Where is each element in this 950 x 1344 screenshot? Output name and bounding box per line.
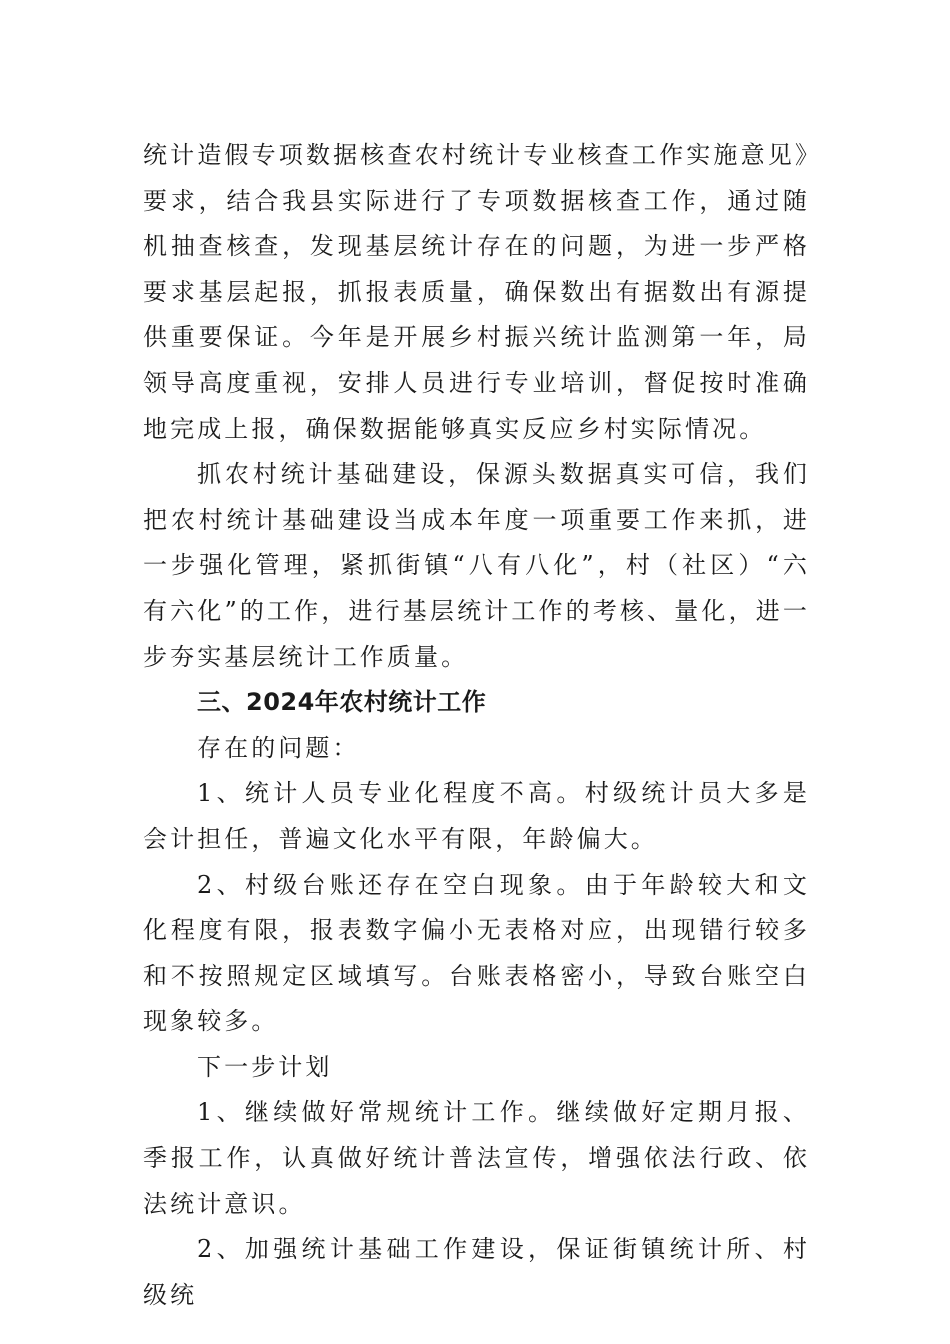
paragraph-continuation: 统计造假专项数据核查农村统计专业核查工作实施意见》要求，结合我县实际进行了专项数据核查工作，通过随机抽查核查，发现基层统计存在的问题，为进一步严格要求基层起报，抓报表质量，确保数出有据数出有源提供重要保证。今年是开展乡村振兴统计监测第一年，局领导高度重视，安排人员进行专业培训，督促按时准确地完成上报，确保数据能够真实反应乡村实际情况。 <box>143 141 810 443</box>
paragraph-rural-statistics-foundation: 抓农村统计基础建设，保源头数据真实可信，我们把农村统计基础建设当成本年度一项重要工作来抓，进一步强化管理，紧抓街镇“八有八化”，村（社区）“六有六化”的工作，进行基层统计工作的考核、量化，进一步夯实基层统计工作质量。 <box>143 460 810 671</box>
document-body <box>143 133 810 1318</box>
section-heading-2024-work: 三、2024年农村统计工作 <box>197 688 487 717</box>
problem-item-2: 2、村级台账还存在空白现象。由于年龄较大和文化程度有限，报表数字偏小无表格对应，出现错行较多和不按照规定区域填写。台账表格密小，导致台账空白现象较多。 <box>143 870 810 1036</box>
subheading-existing-problems: 存在的问题： <box>197 733 360 762</box>
plan-item-2: 2、加强统计基础工作建设，保证街镇统计所、村级统 <box>143 1235 810 1309</box>
problem-item-1: 1、统计人员专业化程度不高。村级统计员大多是会计担任，普遍文化水平有限，年龄偏大。 <box>143 779 810 853</box>
subheading-next-plan: 下一步计划 <box>197 1052 333 1081</box>
plan-item-1: 1、继续做好常规统计工作。继续做好定期月报、季报工作，认真做好统计普法宣传，增强依法行政、依法统计意识。 <box>143 1098 810 1218</box>
